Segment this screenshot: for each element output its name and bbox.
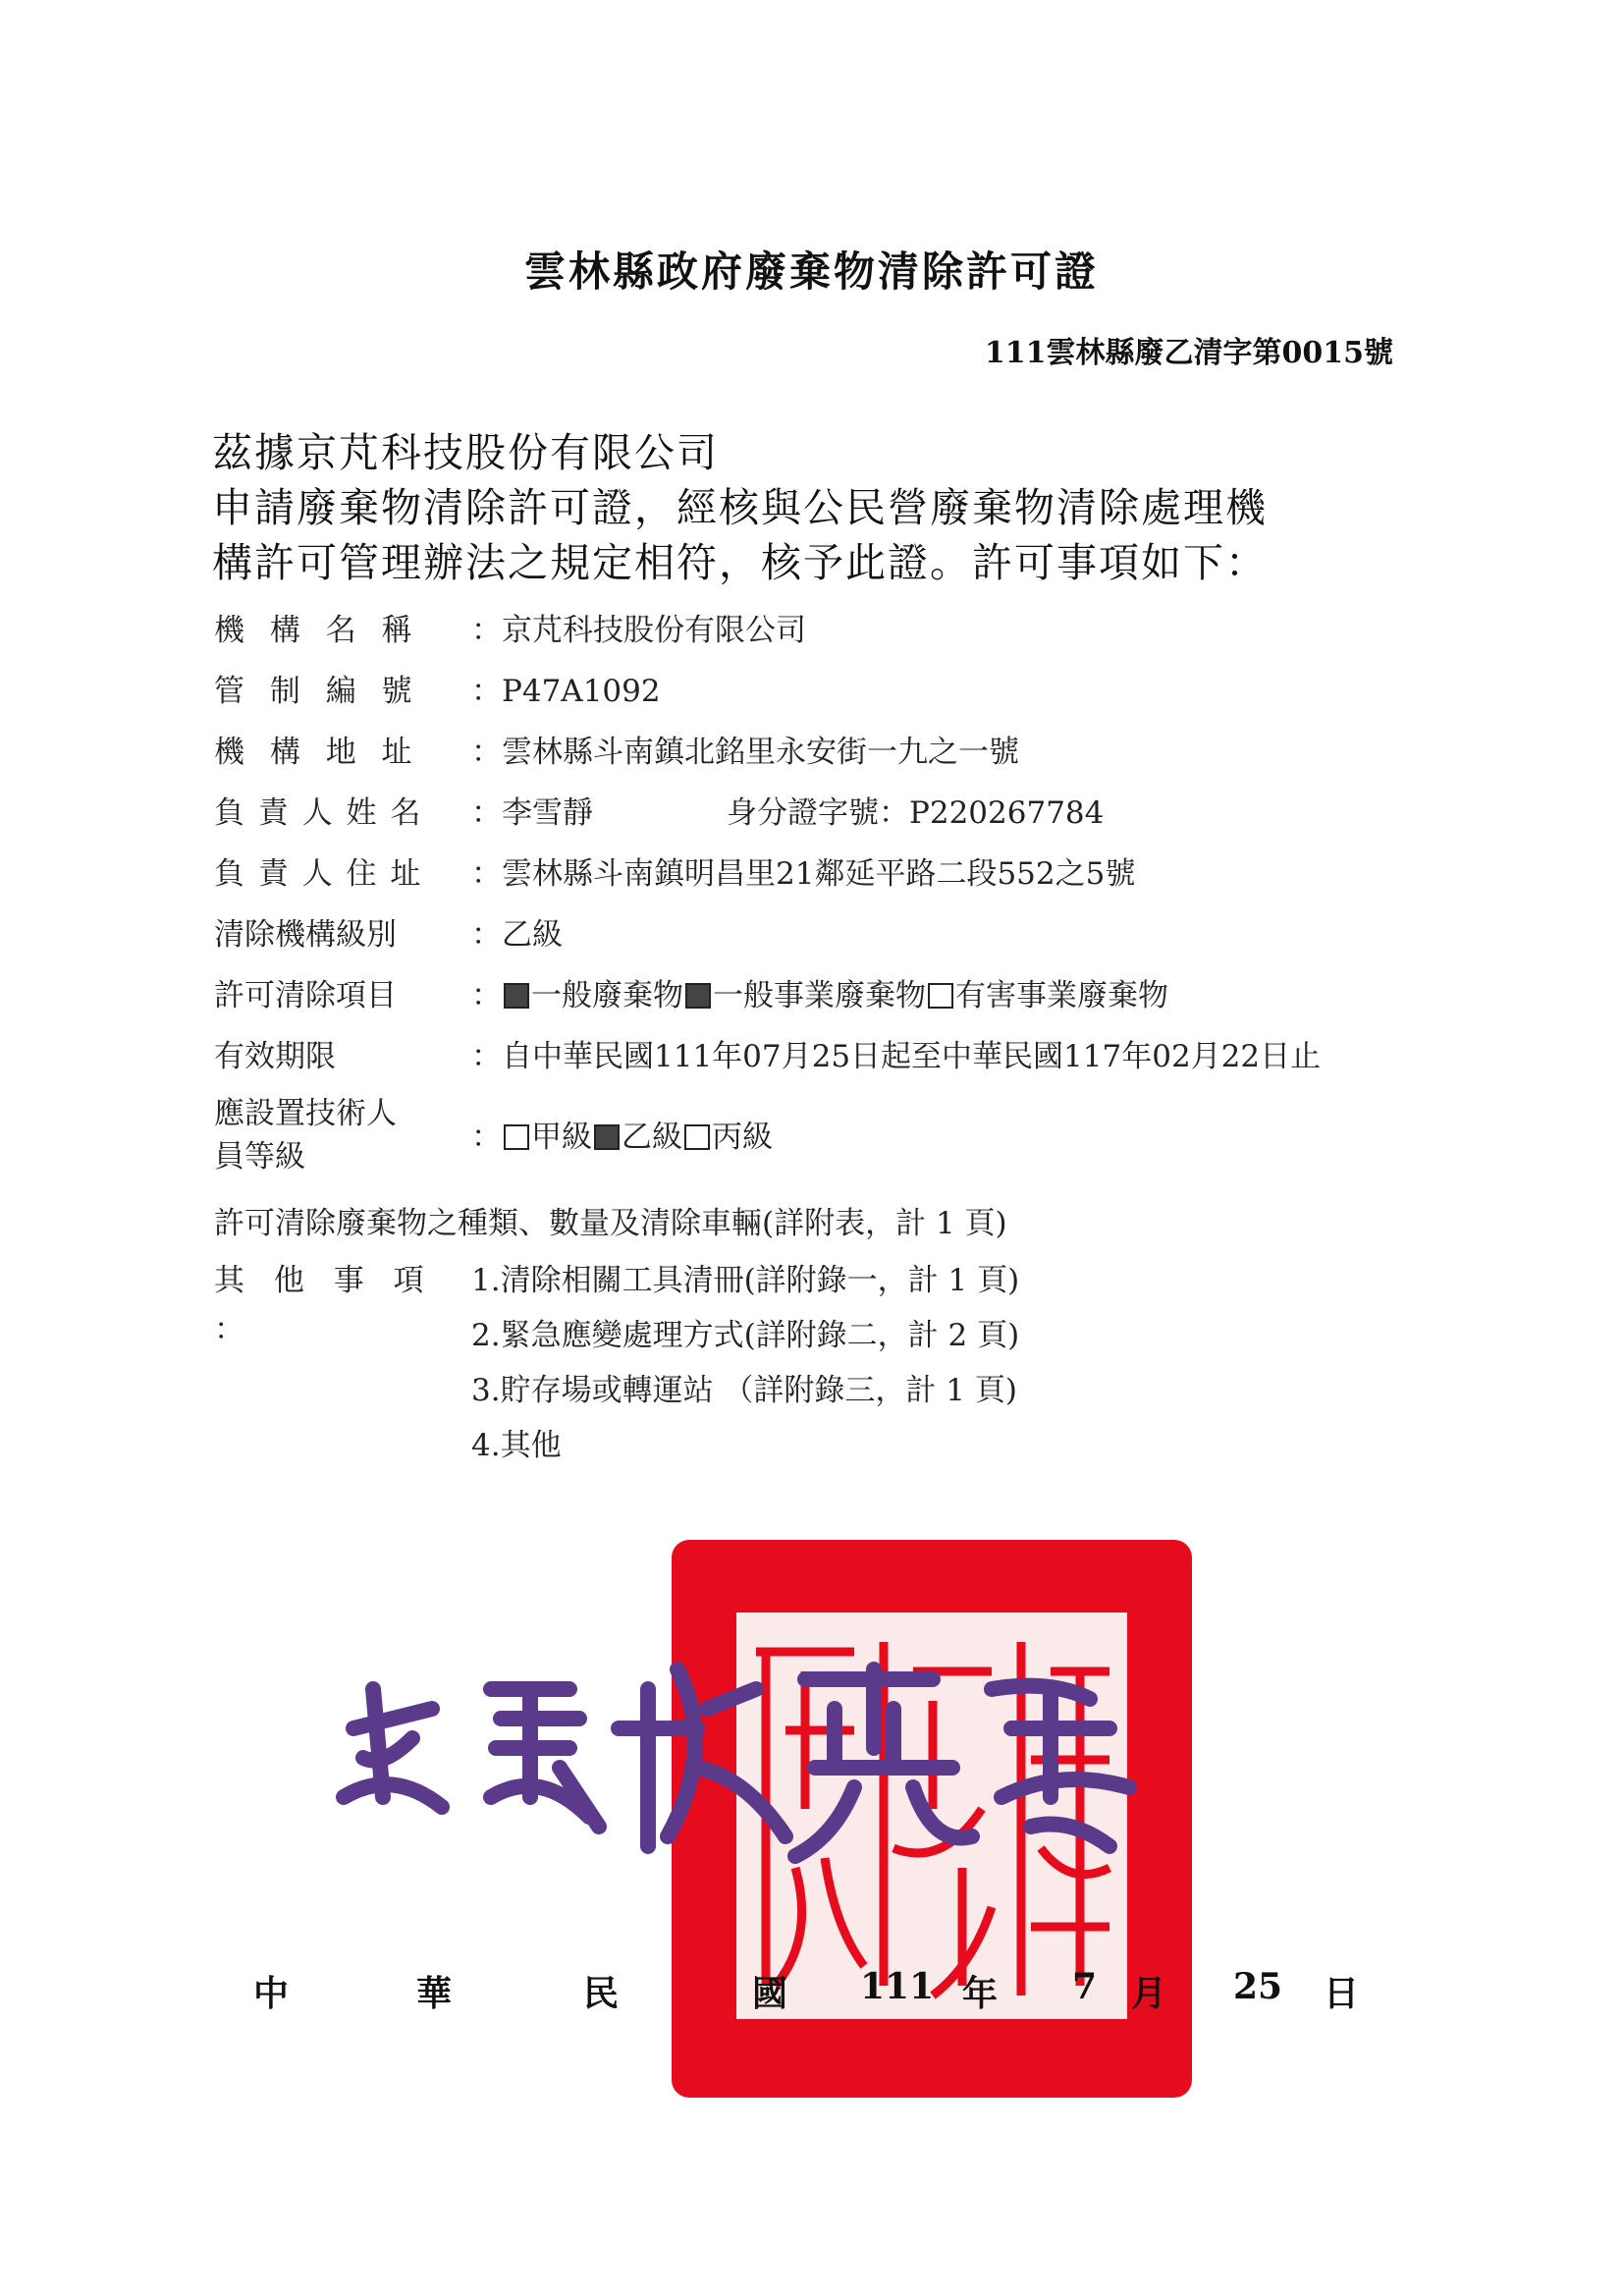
validity-label: 有效期限 bbox=[214, 1039, 336, 1074]
checkbox-general-waste bbox=[504, 983, 529, 1009]
items-sep: ： bbox=[471, 978, 502, 1013]
date-char-2: 華 bbox=[416, 1973, 453, 2014]
owner-id-label: 身分證字號： bbox=[727, 795, 909, 831]
intro-line-1: 茲據京芃科技股份有限公司 bbox=[212, 429, 719, 476]
intro-line-3: 構許可管理辦法之規定相符，核予此證。許可事項如下： bbox=[212, 539, 1268, 586]
date-char-1: 中 bbox=[253, 1973, 290, 2014]
other-item-3: 3.貯存場或轉運站 （詳附錄三，計 1 頁) bbox=[471, 1373, 1017, 1408]
signature-strokes bbox=[324, 1650, 1168, 1886]
other-label: 其 他 事 項 bbox=[214, 1263, 434, 1298]
validity-value: ：自中華民國111年07月25日起至中華民國117年02月22日止 bbox=[471, 1039, 1322, 1074]
date-month-unit: 月 bbox=[1131, 1973, 1167, 2014]
tech-sep: ： bbox=[471, 1120, 502, 1155]
items-label: 許可清除項目 bbox=[214, 978, 397, 1013]
owner-id-value: P220267784 bbox=[909, 795, 1105, 831]
grade-value: ：乙級 bbox=[471, 917, 563, 953]
checkbox-grade-a bbox=[504, 1124, 529, 1150]
items-opt3: 有害事業廢棄物 bbox=[955, 978, 1168, 1013]
items-opt2: 一般事業廢棄物 bbox=[713, 978, 926, 1013]
grade-label: 清除機構級別 bbox=[214, 917, 397, 953]
document-number: 111雲林縣廢乙清字第0015號 bbox=[984, 336, 1393, 370]
checkbox-grade-c bbox=[684, 1124, 710, 1150]
checkbox-industrial-waste bbox=[685, 983, 711, 1009]
checkbox-hazardous-waste bbox=[928, 983, 953, 1009]
control-no-label: 管 制 編 號 bbox=[214, 674, 420, 709]
date-char-4: 國 bbox=[752, 1973, 788, 2014]
owner-id bbox=[727, 788, 1104, 832]
owner-address-label: 負 責 人 住 址 bbox=[214, 856, 423, 892]
other-item-2: 2.緊急應變處理方式(詳附錄二，計 2 頁) bbox=[471, 1318, 1020, 1353]
intro-line-2: 申請廢棄物清除許可證，經核與公民營廢棄物清除處理機 bbox=[212, 484, 1268, 531]
other-colon: ： bbox=[214, 1312, 244, 1347]
date-year-unit: 年 bbox=[962, 1973, 999, 2014]
owner-value: ：李雪靜 bbox=[471, 795, 593, 831]
date-month: 7 bbox=[1072, 1966, 1098, 2007]
tech-opt1: 甲級 bbox=[531, 1120, 592, 1155]
org-name-value: ：京芃科技股份有限公司 bbox=[471, 613, 806, 648]
document-title: 雲林縣政府廢棄物清除許可證 bbox=[523, 247, 1099, 296]
date-day: 25 bbox=[1233, 1966, 1283, 2007]
control-no-value: ：P47A1092 bbox=[471, 674, 661, 709]
owner-label: 負 責 人 姓 名 bbox=[214, 795, 423, 831]
tech-opt3: 丙級 bbox=[712, 1120, 773, 1155]
other-item-1: 1.清除相關工具清冊(詳附錄一，計 1 頁) bbox=[471, 1263, 1020, 1298]
address-label: 機 構 地 址 bbox=[214, 735, 420, 770]
items-opt1: 一般廢棄物 bbox=[531, 978, 683, 1013]
other-item-4: 4.其他 bbox=[471, 1428, 562, 1463]
date-char-3: 民 bbox=[583, 1973, 620, 2014]
date-day-unit: 日 bbox=[1324, 1973, 1360, 2014]
address-value: ：雲林縣斗南鎮北銘里永安街一九之一號 bbox=[471, 735, 1019, 770]
tech-value bbox=[471, 1112, 773, 1156]
items-value bbox=[471, 970, 1168, 1014]
tech-label-2: 員等級 bbox=[214, 1139, 305, 1175]
date-year: 111 bbox=[860, 1966, 935, 2007]
owner-address-value: ：雲林縣斗南鎮明昌里21鄰延平路二段552之5號 bbox=[471, 856, 1136, 892]
org-name-label: 機 構 名 稱 bbox=[214, 613, 420, 648]
permit-line: 許可清除廢棄物之種類、數量及清除車輛(詳附表，計 1 頁) bbox=[214, 1206, 1007, 1241]
tech-opt2: 乙級 bbox=[622, 1120, 682, 1155]
mayor-signature bbox=[324, 1650, 1168, 1889]
checkbox-grade-b bbox=[594, 1124, 620, 1150]
tech-label-1: 應設置技術人 bbox=[214, 1096, 397, 1131]
